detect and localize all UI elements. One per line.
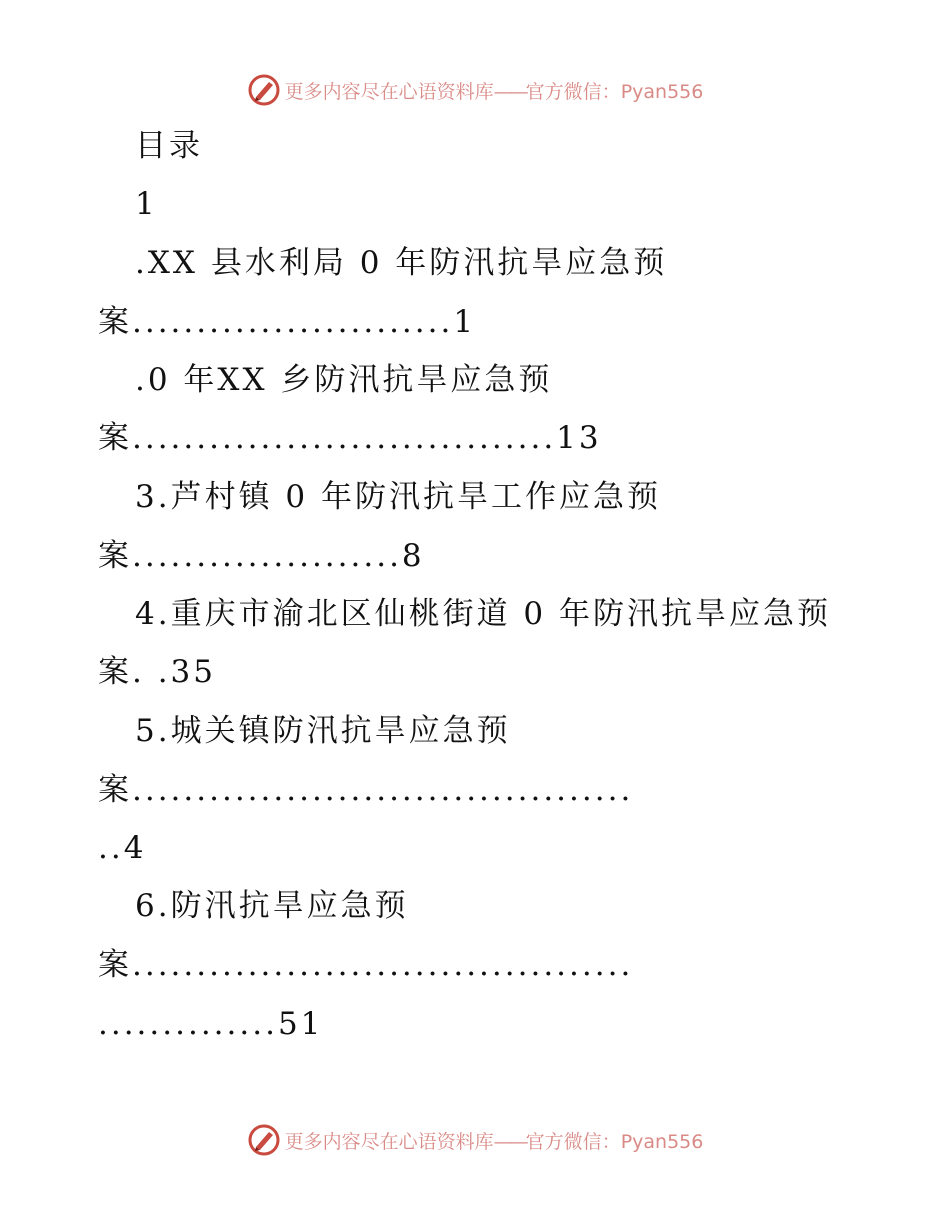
- watermark-wechat-label: 官方微信：: [525, 1130, 621, 1153]
- watermark-slogan: 更多内容尽在心语资料库: [284, 80, 494, 103]
- toc-line: 案.......................................: [98, 772, 634, 808]
- toc-line: 5.城关镇防汛抗旱应急预: [135, 713, 511, 749]
- toc-line: 4.重庆市渝北区仙桃街道 0 年防汛抗旱应急预: [135, 596, 832, 632]
- watermark-wechat-label: 官方微信：: [525, 80, 621, 103]
- toc-line: ..............51: [98, 1006, 324, 1042]
- toc-line: 案.........................1: [98, 304, 477, 340]
- pen-logo-icon: [247, 1123, 281, 1157]
- watermark-dash: ——: [493, 80, 526, 103]
- toc-line: .XX 县水利局 0 年防汛抗旱应急预: [135, 245, 668, 281]
- watermark-footer: [0, 1120, 950, 1160]
- toc-line: ..4: [98, 830, 147, 866]
- watermark-slogan: 更多内容尽在心语资料库: [284, 1130, 494, 1153]
- toc-line: 案.....................8: [98, 538, 425, 574]
- watermark-wechat-id: Pyan556: [620, 80, 704, 103]
- toc-line: 6.防汛抗旱应急预: [135, 888, 409, 924]
- watermark-dash: ——: [493, 1130, 526, 1153]
- toc-line: 案. .35: [98, 654, 217, 690]
- toc-line: 1: [135, 186, 158, 222]
- toc-title: 目录: [135, 128, 203, 164]
- watermark-wechat-id: Pyan556: [620, 1130, 704, 1153]
- toc-line: .0 年XX 乡防汛抗旱应急预: [135, 362, 553, 398]
- toc-line: 案.......................................: [98, 947, 634, 983]
- toc-line: 案.................................13: [98, 420, 602, 456]
- watermark-header: [0, 70, 950, 110]
- toc-line: 3.芦村镇 0 年防汛抗旱工作应急预: [135, 479, 662, 515]
- pen-logo-icon: [247, 73, 281, 107]
